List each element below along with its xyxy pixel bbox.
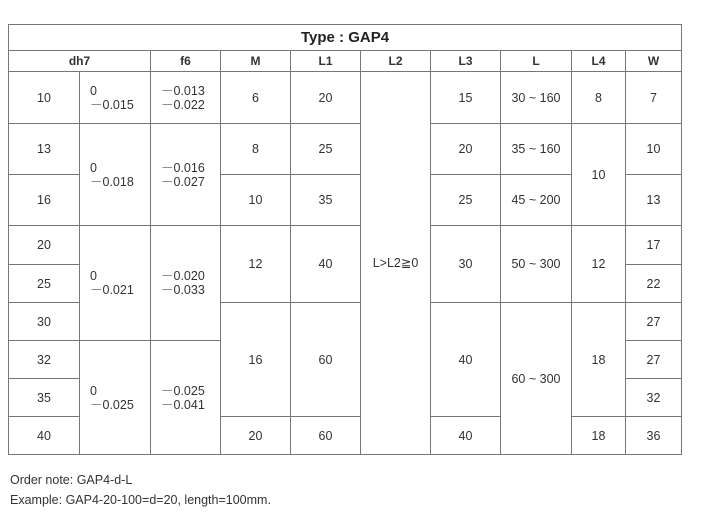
cell-l4: 10 — [572, 124, 626, 226]
cell-dh7-tol — [80, 226, 151, 341]
cell-f6-tol — [151, 124, 221, 226]
table-title: Type : GAP4 — [9, 25, 682, 51]
cell-l1: 35 — [291, 175, 361, 226]
cell-f6-tol — [151, 226, 221, 341]
table-row — [9, 226, 682, 265]
tol-upper: 0 — [90, 83, 97, 98]
cell-dh7-tol — [80, 124, 151, 226]
cell-l3: 25 — [431, 175, 501, 226]
cell-w: 13 — [626, 175, 682, 226]
tol-lower: －0.041 — [161, 397, 205, 412]
cell-w: 36 — [626, 417, 682, 455]
cell-l1: 20 — [291, 72, 361, 124]
cell-l1: 60 — [291, 303, 361, 417]
tol-upper: －0.016 — [161, 160, 205, 175]
cell-d: 40 — [9, 417, 80, 455]
spec-table — [8, 24, 682, 455]
cell-l1: 25 — [291, 124, 361, 175]
cell-d: 35 — [9, 379, 80, 417]
cell-d: 30 — [9, 303, 80, 341]
order-note: Order note: GAP4-d-L — [10, 473, 133, 487]
cell-d: 16 — [9, 175, 80, 226]
example-note: Example: GAP4-20-100=d=20, length=100mm. — [10, 493, 271, 507]
cell-m: 10 — [221, 175, 291, 226]
tol-lower: －0.033 — [161, 283, 205, 297]
cell-l: 30 ~ 160 — [501, 72, 572, 124]
spec-table-container — [8, 24, 681, 455]
cell-f6-tol — [151, 72, 221, 124]
table-row — [9, 124, 682, 175]
cell-l: 45 ~ 200 — [501, 175, 572, 226]
header-l1: L1 — [291, 51, 361, 72]
cell-l4: 18 — [572, 417, 626, 455]
cell-m: 6 — [221, 72, 291, 124]
cell-l: 35 ~ 160 — [501, 124, 572, 175]
cell-l3: 40 — [431, 417, 501, 455]
tol-lower: －0.021 — [90, 283, 134, 297]
cell-w: 27 — [626, 341, 682, 379]
tol-upper: －0.013 — [161, 83, 205, 98]
header-l3: L3 — [431, 51, 501, 72]
cell-f6-tol — [151, 341, 221, 455]
notes — [10, 470, 271, 510]
cell-m: 8 — [221, 124, 291, 175]
header-l: L — [501, 51, 572, 72]
tol-lower: －0.018 — [90, 174, 134, 189]
cell-l4: 8 — [572, 72, 626, 124]
cell-w: 32 — [626, 379, 682, 417]
header-m: M — [221, 51, 291, 72]
cell-dh7-tol — [80, 341, 151, 455]
cell-m: 20 — [221, 417, 291, 455]
cell-l2: L>L2≧0 — [361, 72, 431, 455]
cell-d: 32 — [9, 341, 80, 379]
tol-lower: －0.025 — [90, 397, 134, 412]
cell-w: 17 — [626, 226, 682, 265]
header-f6: f6 — [151, 51, 221, 72]
tol-lower: －0.015 — [90, 97, 134, 112]
tol-lower: －0.022 — [161, 97, 205, 112]
cell-d: 13 — [9, 124, 80, 175]
cell-l4: 12 — [572, 226, 626, 303]
tol-upper: －0.025 — [161, 383, 205, 398]
cell-d: 20 — [9, 226, 80, 265]
tol-upper: －0.020 — [161, 269, 205, 283]
cell-l1: 60 — [291, 417, 361, 455]
cell-w: 7 — [626, 72, 682, 124]
cell-w: 27 — [626, 303, 682, 341]
cell-l: 50 ~ 300 — [501, 226, 572, 303]
cell-l3: 30 — [431, 226, 501, 303]
cell-l: 60 ~ 300 — [501, 303, 572, 455]
tol-upper: 0 — [90, 383, 97, 398]
tol-upper: 0 — [90, 269, 97, 283]
header-w: W — [626, 51, 682, 72]
cell-l1: 40 — [291, 226, 361, 303]
cell-l3: 15 — [431, 72, 501, 124]
tol-upper: 0 — [90, 160, 97, 175]
table-row — [9, 72, 682, 124]
cell-m: 16 — [221, 303, 291, 417]
header-l2: L2 — [361, 51, 431, 72]
tol-lower: －0.027 — [161, 174, 205, 189]
cell-l3: 40 — [431, 303, 501, 417]
cell-m: 12 — [221, 226, 291, 303]
cell-l3: 20 — [431, 124, 501, 175]
header-l4: L4 — [572, 51, 626, 72]
header-dh7: dh7 — [9, 51, 151, 72]
cell-dh7-tol — [80, 72, 151, 124]
cell-l4: 18 — [572, 303, 626, 417]
cell-w: 10 — [626, 124, 682, 175]
cell-d: 10 — [9, 72, 80, 124]
cell-d: 25 — [9, 265, 80, 303]
cell-w: 22 — [626, 265, 682, 303]
